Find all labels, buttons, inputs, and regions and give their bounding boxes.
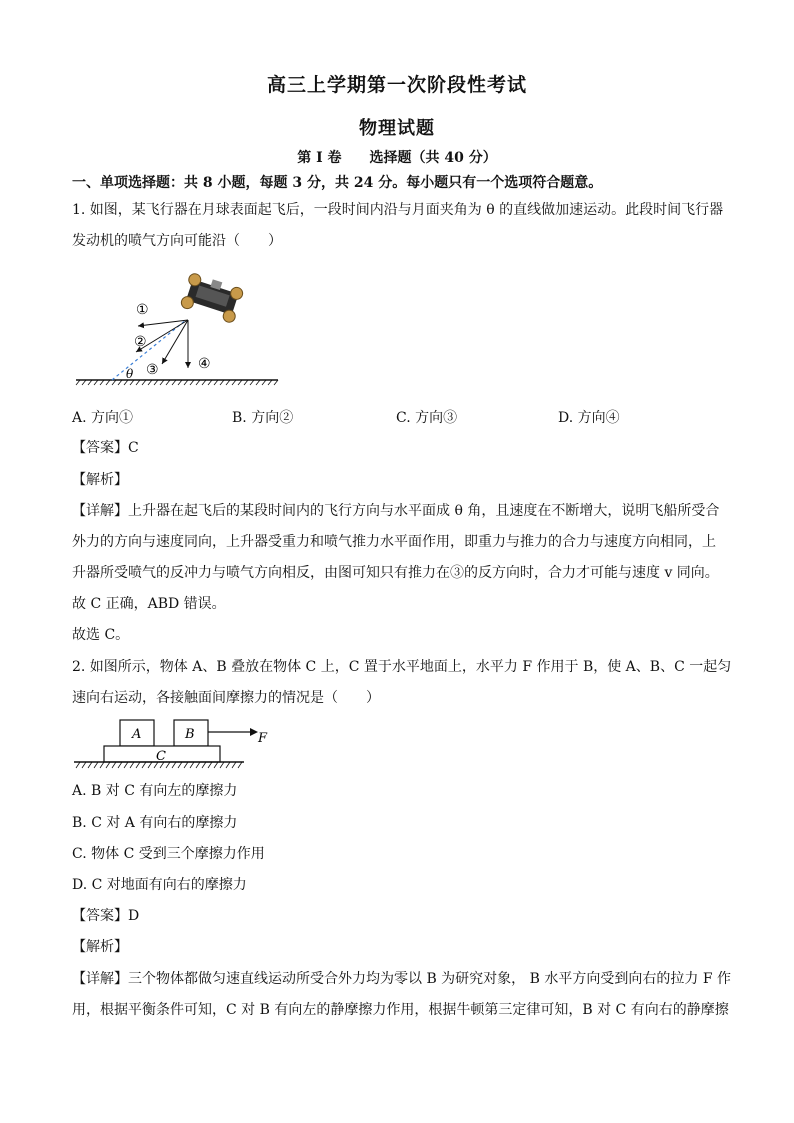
q1-option-b: B. 方向② xyxy=(232,410,294,426)
q2-stem-line1: 2. 如图所示，物体 A、B 叠放在物体 C 上，C 置于水平地面上，水平力 F 作用于 B，使 A、B、C 一起匀 xyxy=(72,659,732,675)
q1-label-2: ② xyxy=(134,334,147,350)
aircraft-icon xyxy=(180,272,244,324)
q2-detail-line1: 【详解】三个物体都做匀速直线运动所受合外力均为零以 B 为研究对象， B 水平方向受到向右的拉力 F 作 xyxy=(72,971,731,987)
q1-conclusion: 故选 C。 xyxy=(72,627,130,643)
q2-option-c: C. 物体 C 受到三个摩擦力作用 xyxy=(72,846,265,862)
q2-label-f: F xyxy=(258,731,268,746)
q2-detail-line2: 用，根据平衡条件可知，C 对 B 有向左的静摩擦力作用，根据牛顿第三定律可知，B 对 C 有向右的静摩擦 xyxy=(72,1002,729,1018)
q2-force-arrowhead xyxy=(250,728,258,736)
q1-detail-line1: 【详解】上升器在起飞后的某段时间内的飞行方向与水平面成 θ 角，且速度在不断增大，说明飞船所受合 xyxy=(72,503,720,519)
exam-title: 高三上学期第一次阶段性考试 xyxy=(266,74,527,96)
q2-label-c: C xyxy=(156,749,166,764)
q2-label-a: A xyxy=(132,727,142,742)
q1-answer: 【答案】C xyxy=(72,440,139,456)
q1-option-c: C. 方向③ xyxy=(396,410,458,426)
q2-label-b: B xyxy=(185,727,195,742)
q2-option-a: A. B 对 C 有向左的摩擦力 xyxy=(72,783,238,799)
q2-figure xyxy=(72,712,282,774)
q1-angle-theta: θ xyxy=(126,367,134,381)
q2-stem-line2: 速向右运动，各接触面间摩擦力的情况是（ ） xyxy=(72,690,380,706)
q1-arrow-3 xyxy=(162,320,188,364)
q1-label-3: ③ xyxy=(146,362,159,378)
q1-detail-line4: 故 C 正确，ABD 错误。 xyxy=(72,596,226,612)
section-instructions: 一、单项选择题：共 8 小题，每题 3 分，共 24 分。每小题只有一个选项符合题意。 xyxy=(72,175,603,191)
q1-option-d: D. 方向④ xyxy=(558,410,620,426)
q1-detail-line2: 外力的方向与速度同向，上升器受重力和喷气推力水平面作用，即重力与推力的合力与速度方向相同，上 xyxy=(72,534,716,550)
exam-subtitle: 物理试题 xyxy=(359,118,435,139)
q1-stem-line2: 发动机的喷气方向可能沿（ ） xyxy=(72,233,282,249)
q1-label-1: ① xyxy=(136,302,149,318)
section-heading: 第 I 卷 选择题（共 40 分） xyxy=(297,150,497,166)
q1-analysis-label: 【解析】 xyxy=(72,472,128,488)
q1-figure xyxy=(72,268,292,393)
q1-detail-line3: 升器所受喷气的反冲力与喷气方向相反，由图可知只有推力在③的反方向时，合力才可能与速度 v 同向。 xyxy=(72,565,719,581)
q2-option-b: B. C 对 A 有向右的摩擦力 xyxy=(72,815,238,831)
q2-option-d: D. C 对地面有向右的摩擦力 xyxy=(72,877,247,893)
q2-answer: 【答案】D xyxy=(72,908,140,924)
q2-analysis-label: 【解析】 xyxy=(72,939,128,955)
q1-option-a: A. 方向① xyxy=(72,410,134,426)
q1-label-4: ④ xyxy=(198,356,211,372)
q1-stem-line1: 1. 如图，某飞行器在月球表面起飞后，一段时间内沿与月面夹角为 θ 的直线做加速运动。此段时间飞行器 xyxy=(72,202,724,218)
